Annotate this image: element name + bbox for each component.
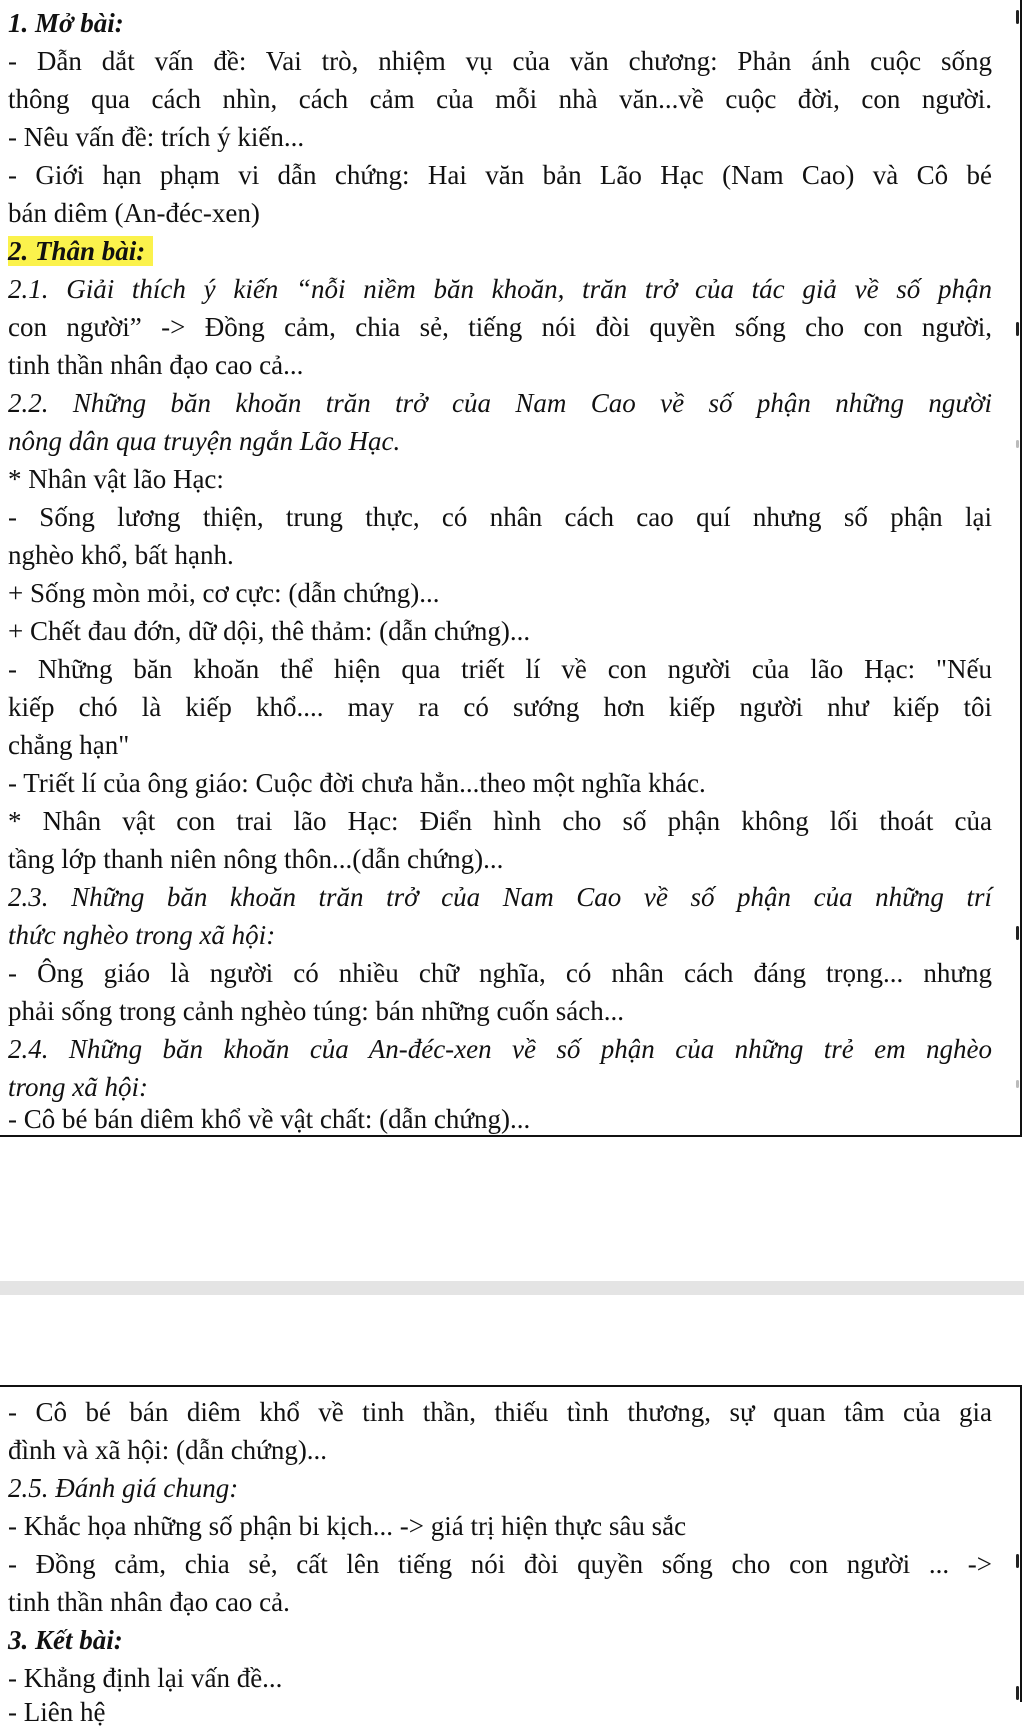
edge-mark <box>1016 926 1019 940</box>
text-line: kiếp chó là kiếp khổ.... may ra có sướng hơn kiếp người như kiếp tôi <box>8 692 992 722</box>
page-gap <box>0 1139 1024 1281</box>
text-line: - Giới hạn phạm vi dẫn chứng: Hai văn bản Lão Hạc (Nam Cao) và Cô bé <box>8 160 992 190</box>
text-line: * Nhân vật con trai lão Hạc: Điển hình cho số phận không lối thoát của <box>8 806 992 836</box>
text-line: - Sống lương thiện, trung thực, có nhân cách cao quí nhưng số phận lại <box>8 502 992 532</box>
text-line: đình và xã hội: (dẫn chứng)... <box>8 1435 328 1465</box>
subheading-2-4-cont: trong xã hội: <box>8 1072 148 1102</box>
text-line: - Nêu vấn đề: trích ý kiến... <box>8 122 305 152</box>
text-line: tinh thần nhân đạo cao cả. <box>8 1587 290 1617</box>
text-line: chẳng hạn" <box>8 730 130 760</box>
text-line: thông qua cách nhìn, cách cảm của mỗi nhà văn...về cuộc đời, con người. <box>8 84 992 114</box>
subheading-2-3: 2.3. Những băn khoăn trăn trở của Nam Cao về số phận của những trí <box>8 882 992 912</box>
text-line: - Cô bé bán diêm khổ về tinh thần, thiếu tình thương, sự quan tâm của gia <box>8 1397 992 1427</box>
text-line-cut: - Liên hệ <box>8 1697 106 1727</box>
subheading-2-2-cont: nông dân qua truyện ngắn Lão Hạc. <box>8 426 401 456</box>
edge-mark <box>1016 1686 1019 1700</box>
edge-mark <box>1016 10 1019 24</box>
text-line: tinh thần nhân đạo cao cả... <box>8 350 304 380</box>
page-separator <box>0 1281 1024 1295</box>
text-line: - Ông giáo là người có nhiều chữ nghĩa, có nhân cách đáng trọng... nhưng <box>8 958 992 988</box>
edge-mark <box>1016 322 1019 336</box>
subheading-2-3-cont: thức nghèo trong xã hội: <box>8 920 276 950</box>
text-line: - Đồng cảm, chia sẻ, cất lên tiếng nói đòi quyền sống cho con người ... -> <box>8 1549 992 1579</box>
text-line: con người” -> Đồng cảm, chia sẻ, tiếng nói đòi quyền sống cho con người, <box>8 312 992 342</box>
text-line: - Cô bé bán diêm khổ về vật chất: (dẫn chứng)... <box>8 1104 531 1134</box>
text-line <box>8 270 992 308</box>
subheading-2-4: 2.4. Những băn khoăn của An-đéc-xen về số phận của những trẻ em nghèo <box>8 1034 992 1064</box>
text-line: - Khắc họa những số phận bi kịch... -> giá trị hiện thực sâu sắc <box>8 1511 687 1541</box>
text-line: + Chết đau đớn, dữ dội, thê thảm: (dẫn chứng)... <box>8 616 531 646</box>
text-line: - Dẫn dắt vấn đề: Vai trò, nhiệm vụ của văn chương: Phản ánh cuộc sống <box>8 46 992 76</box>
text-line: - Khẳng định lại vấn đề... <box>8 1663 283 1693</box>
text-line: - Những băn khoăn thể hiện qua triết lí về con người của lão Hạc: "Nếu <box>8 654 992 684</box>
subheading-2-5: 2.5. Đánh giá chung: <box>8 1473 239 1503</box>
heading-ket-bai: 3. Kết bài: <box>8 1625 123 1655</box>
text-line: * Nhân vật lão Hạc: <box>8 464 224 494</box>
text-line: - Triết lí của ông giáo: Cuộc đời chưa hẳn...theo một nghĩa khác. <box>8 768 706 798</box>
text-line: + Sống mòn mỏi, cơ cực: (dẫn chứng)... <box>8 578 440 608</box>
italic-heading-text: 2.1. Giải thích ý kiến “nỗi niềm băn khoăn, trăn trở của tác giả về số phận <box>8 274 992 304</box>
subheading-2-2: 2.2. Những băn khoăn trăn trở của Nam Cao về số phận những người <box>8 388 992 418</box>
heading-mo-bai: 1. Mở bài: <box>8 8 124 38</box>
page-gap <box>0 1295 1024 1385</box>
heading-than-bai <box>8 232 992 270</box>
text-line: phải sống trong cảnh nghèo túng: bán những cuốn sách... <box>8 996 625 1026</box>
text-line: nghèo khổ, bất hạnh. <box>8 540 234 570</box>
edge-mark <box>1016 440 1019 448</box>
text-line: tầng lớp thanh niên nông thôn...(dẫn chứng)... <box>8 844 504 874</box>
text-line: bán diêm (An-đéc-xen) <box>8 198 260 228</box>
edge-mark <box>1016 1554 1019 1568</box>
document-page-bottom <box>0 1385 1022 1727</box>
highlighted-heading: 2. Thân bài: <box>8 236 153 266</box>
edge-mark <box>1016 1080 1019 1088</box>
